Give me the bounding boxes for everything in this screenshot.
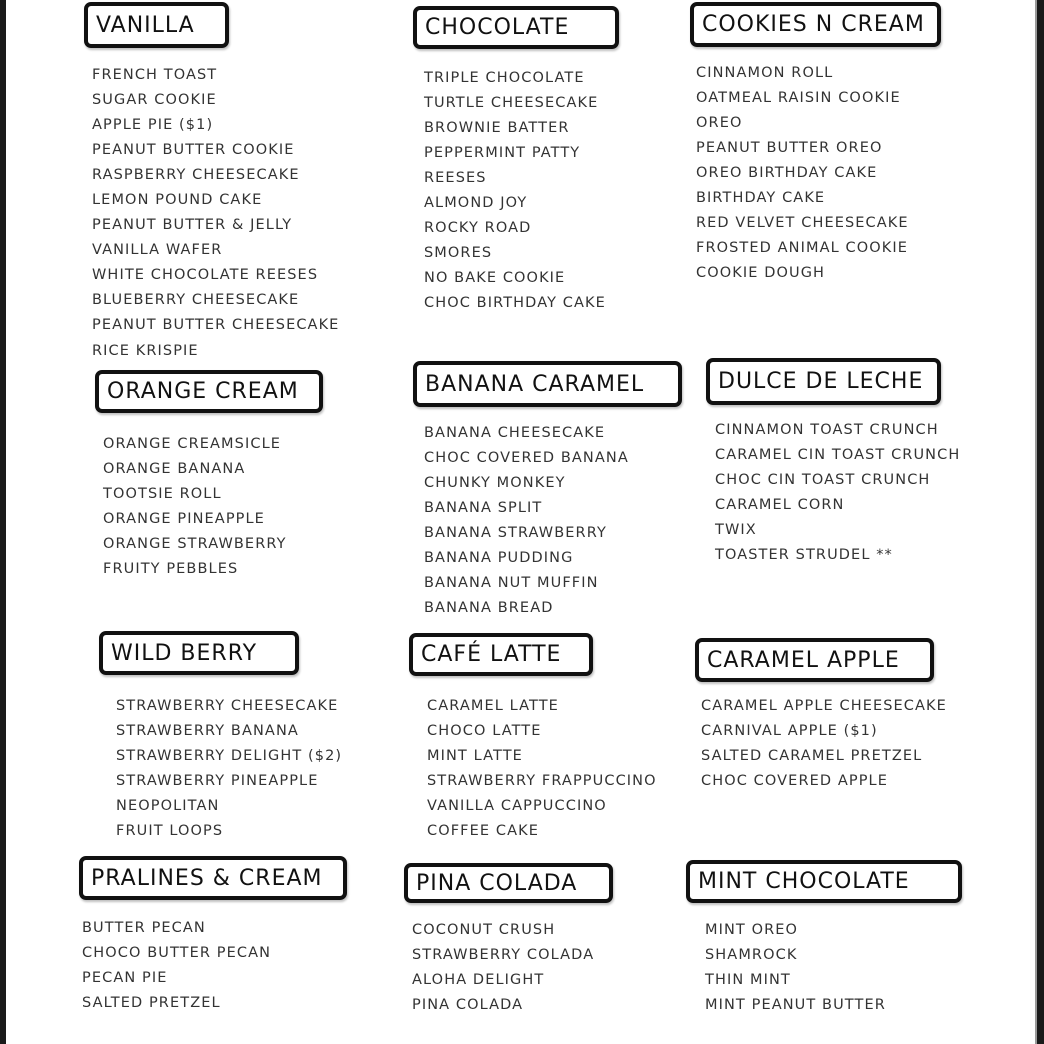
flavor-item: BIRTHDAY CAKE (696, 189, 826, 206)
flavor-item: CHOC CIN TOAST CRUNCH (715, 471, 931, 488)
flavor-item: PEANUT BUTTER OREO (696, 139, 883, 156)
flavor-item: LEMON POUND CAKE (92, 191, 263, 208)
flavor-item: BANANA CHEESECAKE (424, 424, 606, 441)
flavor-item: SUGAR COOKIE (92, 91, 217, 108)
section-title-wild-berry: WILD BERRY (99, 631, 299, 675)
flavor-item: PEANUT BUTTER CHEESECAKE (92, 317, 340, 334)
flavor-item: MINT LATTE (427, 747, 523, 764)
flavor-item: STRAWBERRY DELIGHT ($2) (116, 747, 343, 764)
flavor-item: FRUITY PEBBLES (103, 560, 239, 577)
flavor-item: COCONUT CRUSH (412, 921, 556, 938)
right-border (1035, 0, 1044, 1044)
left-border (0, 0, 6, 1044)
section-title-pina-colada: PINA COLADA (404, 863, 613, 903)
flavor-item: STRAWBERRY CHEESECAKE (116, 697, 339, 714)
flavor-item: CHOCO BUTTER PECAN (82, 944, 272, 961)
flavor-list-mint-chocolate (705, 918, 886, 1018)
flavor-list-chocolate (424, 66, 606, 317)
flavor-item: CARAMEL APPLE CHEESECAKE (701, 697, 947, 714)
flavor-item: TOASTER STRUDEL ** (715, 546, 893, 563)
flavor-item: MINT OREO (705, 921, 799, 938)
flavor-item: PEANUT BUTTER & JELLY (92, 217, 293, 234)
flavor-item: BANANA PUDDING (424, 549, 574, 566)
flavor-item: THIN MINT (705, 971, 791, 988)
flavor-item: BROWNIE BATTER (424, 119, 570, 136)
flavor-item: BANANA SPLIT (424, 499, 543, 516)
flavor-item: SHAMROCK (705, 946, 798, 963)
flavor-item: RICE KRISPIE (92, 342, 199, 359)
flavor-item: FRUIT LOOPS (116, 822, 224, 839)
flavor-list-cookies-n-cream (696, 61, 909, 287)
flavor-item: WHITE CHOCOLATE REESES (92, 267, 319, 284)
section-title-caf-latte: CAFÉ LATTE (409, 633, 593, 676)
flavor-item: CHOC COVERED APPLE (701, 772, 888, 789)
flavor-item: SALTED CARAMEL PRETZEL (701, 747, 923, 764)
flavor-item: NO BAKE COOKIE (424, 270, 566, 287)
section-title-mint-chocolate: MINT CHOCOLATE (686, 860, 962, 903)
flavor-item: SMORES (424, 245, 493, 262)
flavor-item: COOKIE DOUGH (696, 265, 826, 282)
flavor-list-caf-latte (427, 694, 657, 845)
section-title-chocolate: CHOCOLATE (413, 6, 619, 49)
flavor-item: STRAWBERRY COLADA (412, 946, 595, 963)
flavor-item: FRENCH TOAST (92, 66, 218, 83)
flavor-item: STRAWBERRY BANANA (116, 722, 299, 739)
flavor-item: CARAMEL CORN (715, 496, 845, 513)
flavor-list-dulce-de-leche (715, 418, 960, 569)
flavor-item: CARNIVAL APPLE ($1) (701, 722, 878, 739)
flavor-item: TRIPLE CHOCOLATE (424, 69, 585, 86)
flavor-list-caramel-apple (701, 694, 947, 794)
flavor-list-vanilla (92, 63, 339, 364)
section-title-orange-cream: ORANGE CREAM (95, 370, 323, 413)
section-title-caramel-apple: CARAMEL APPLE (695, 638, 934, 682)
flavor-item: PINA COLADA (412, 996, 524, 1013)
flavor-list-banana-caramel (424, 421, 629, 622)
section-title-cookies-n-cream: COOKIES N CREAM (690, 2, 941, 47)
flavor-item: SALTED PRETZEL (82, 994, 221, 1011)
flavor-item: CINNAMON TOAST CRUNCH (715, 421, 939, 438)
flavor-item: RASPBERRY CHEESECAKE (92, 166, 300, 183)
flavor-item: OATMEAL RAISIN COOKIE (696, 89, 901, 106)
flavor-item: CHOC BIRTHDAY CAKE (424, 295, 606, 312)
flavor-item: PEPPERMINT PATTY (424, 144, 581, 161)
flavor-item: BLUEBERRY CHEESECAKE (92, 292, 300, 309)
flavor-item: TOOTSIE ROLL (103, 485, 222, 502)
flavor-item: ORANGE STRAWBERRY (103, 535, 287, 552)
flavor-item: TURTLE CHEESECAKE (424, 94, 599, 111)
flavor-item: ORANGE BANANA (103, 460, 246, 477)
flavor-item: BANANA STRAWBERRY (424, 524, 607, 541)
flavor-item: PECAN PIE (82, 969, 168, 986)
section-title-pralines-cream: PRALINES & CREAM (79, 856, 347, 900)
section-title-vanilla: VANILLA (84, 2, 229, 48)
flavor-item: NEOPOLITAN (116, 797, 220, 814)
flavor-item: FROSTED ANIMAL COOKIE (696, 240, 908, 257)
flavor-item: CHOC COVERED BANANA (424, 449, 629, 466)
flavor-item: ROCKY ROAD (424, 220, 532, 237)
section-title-banana-caramel: BANANA CARAMEL (413, 361, 682, 407)
flavor-item: APPLE PIE ($1) (92, 116, 214, 133)
flavor-item: ORANGE PINEAPPLE (103, 510, 265, 527)
flavor-item: MINT PEANUT BUTTER (705, 996, 886, 1013)
flavor-item: VANILLA CAPPUCCINO (427, 797, 607, 814)
flavor-item: CHOCO LATTE (427, 722, 542, 739)
flavor-item: ALOHA DELIGHT (412, 971, 545, 988)
flavor-item: VANILLA WAFER (92, 242, 223, 259)
flavor-item: CHUNKY MONKEY (424, 474, 566, 491)
flavor-item: PEANUT BUTTER COOKIE (92, 141, 295, 158)
flavor-item: RED VELVET CHEESECAKE (696, 215, 909, 232)
flavor-list-wild-berry (116, 694, 342, 845)
flavor-item: CARAMEL LATTE (427, 697, 559, 714)
flavor-item: OREO (696, 114, 743, 131)
flavor-item: BANANA BREAD (424, 600, 554, 617)
flavor-list-orange-cream (103, 432, 287, 583)
flavor-item: CARAMEL CIN TOAST CRUNCH (715, 446, 961, 463)
flavor-item: TWIX (715, 521, 757, 538)
flavor-item: BANANA NUT MUFFIN (424, 575, 599, 592)
flavor-item: ORANGE CREAMSICLE (103, 435, 282, 452)
section-title-dulce-de-leche: DULCE DE LECHE (706, 358, 941, 405)
flavor-item: STRAWBERRY FRAPPUCCINO (427, 772, 657, 789)
flavor-item: BUTTER PECAN (82, 919, 206, 936)
flavor-item: CINNAMON ROLL (696, 64, 834, 81)
flavor-item: COFFEE CAKE (427, 822, 539, 839)
flavor-item: ALMOND JOY (424, 194, 528, 211)
flavor-list-pralines-cream (82, 916, 271, 1016)
flavor-item: STRAWBERRY PINEAPPLE (116, 772, 319, 789)
flavor-list-pina-colada (412, 918, 594, 1018)
flavor-item: OREO BIRTHDAY CAKE (696, 164, 878, 181)
flavor-item: REESES (424, 169, 487, 186)
